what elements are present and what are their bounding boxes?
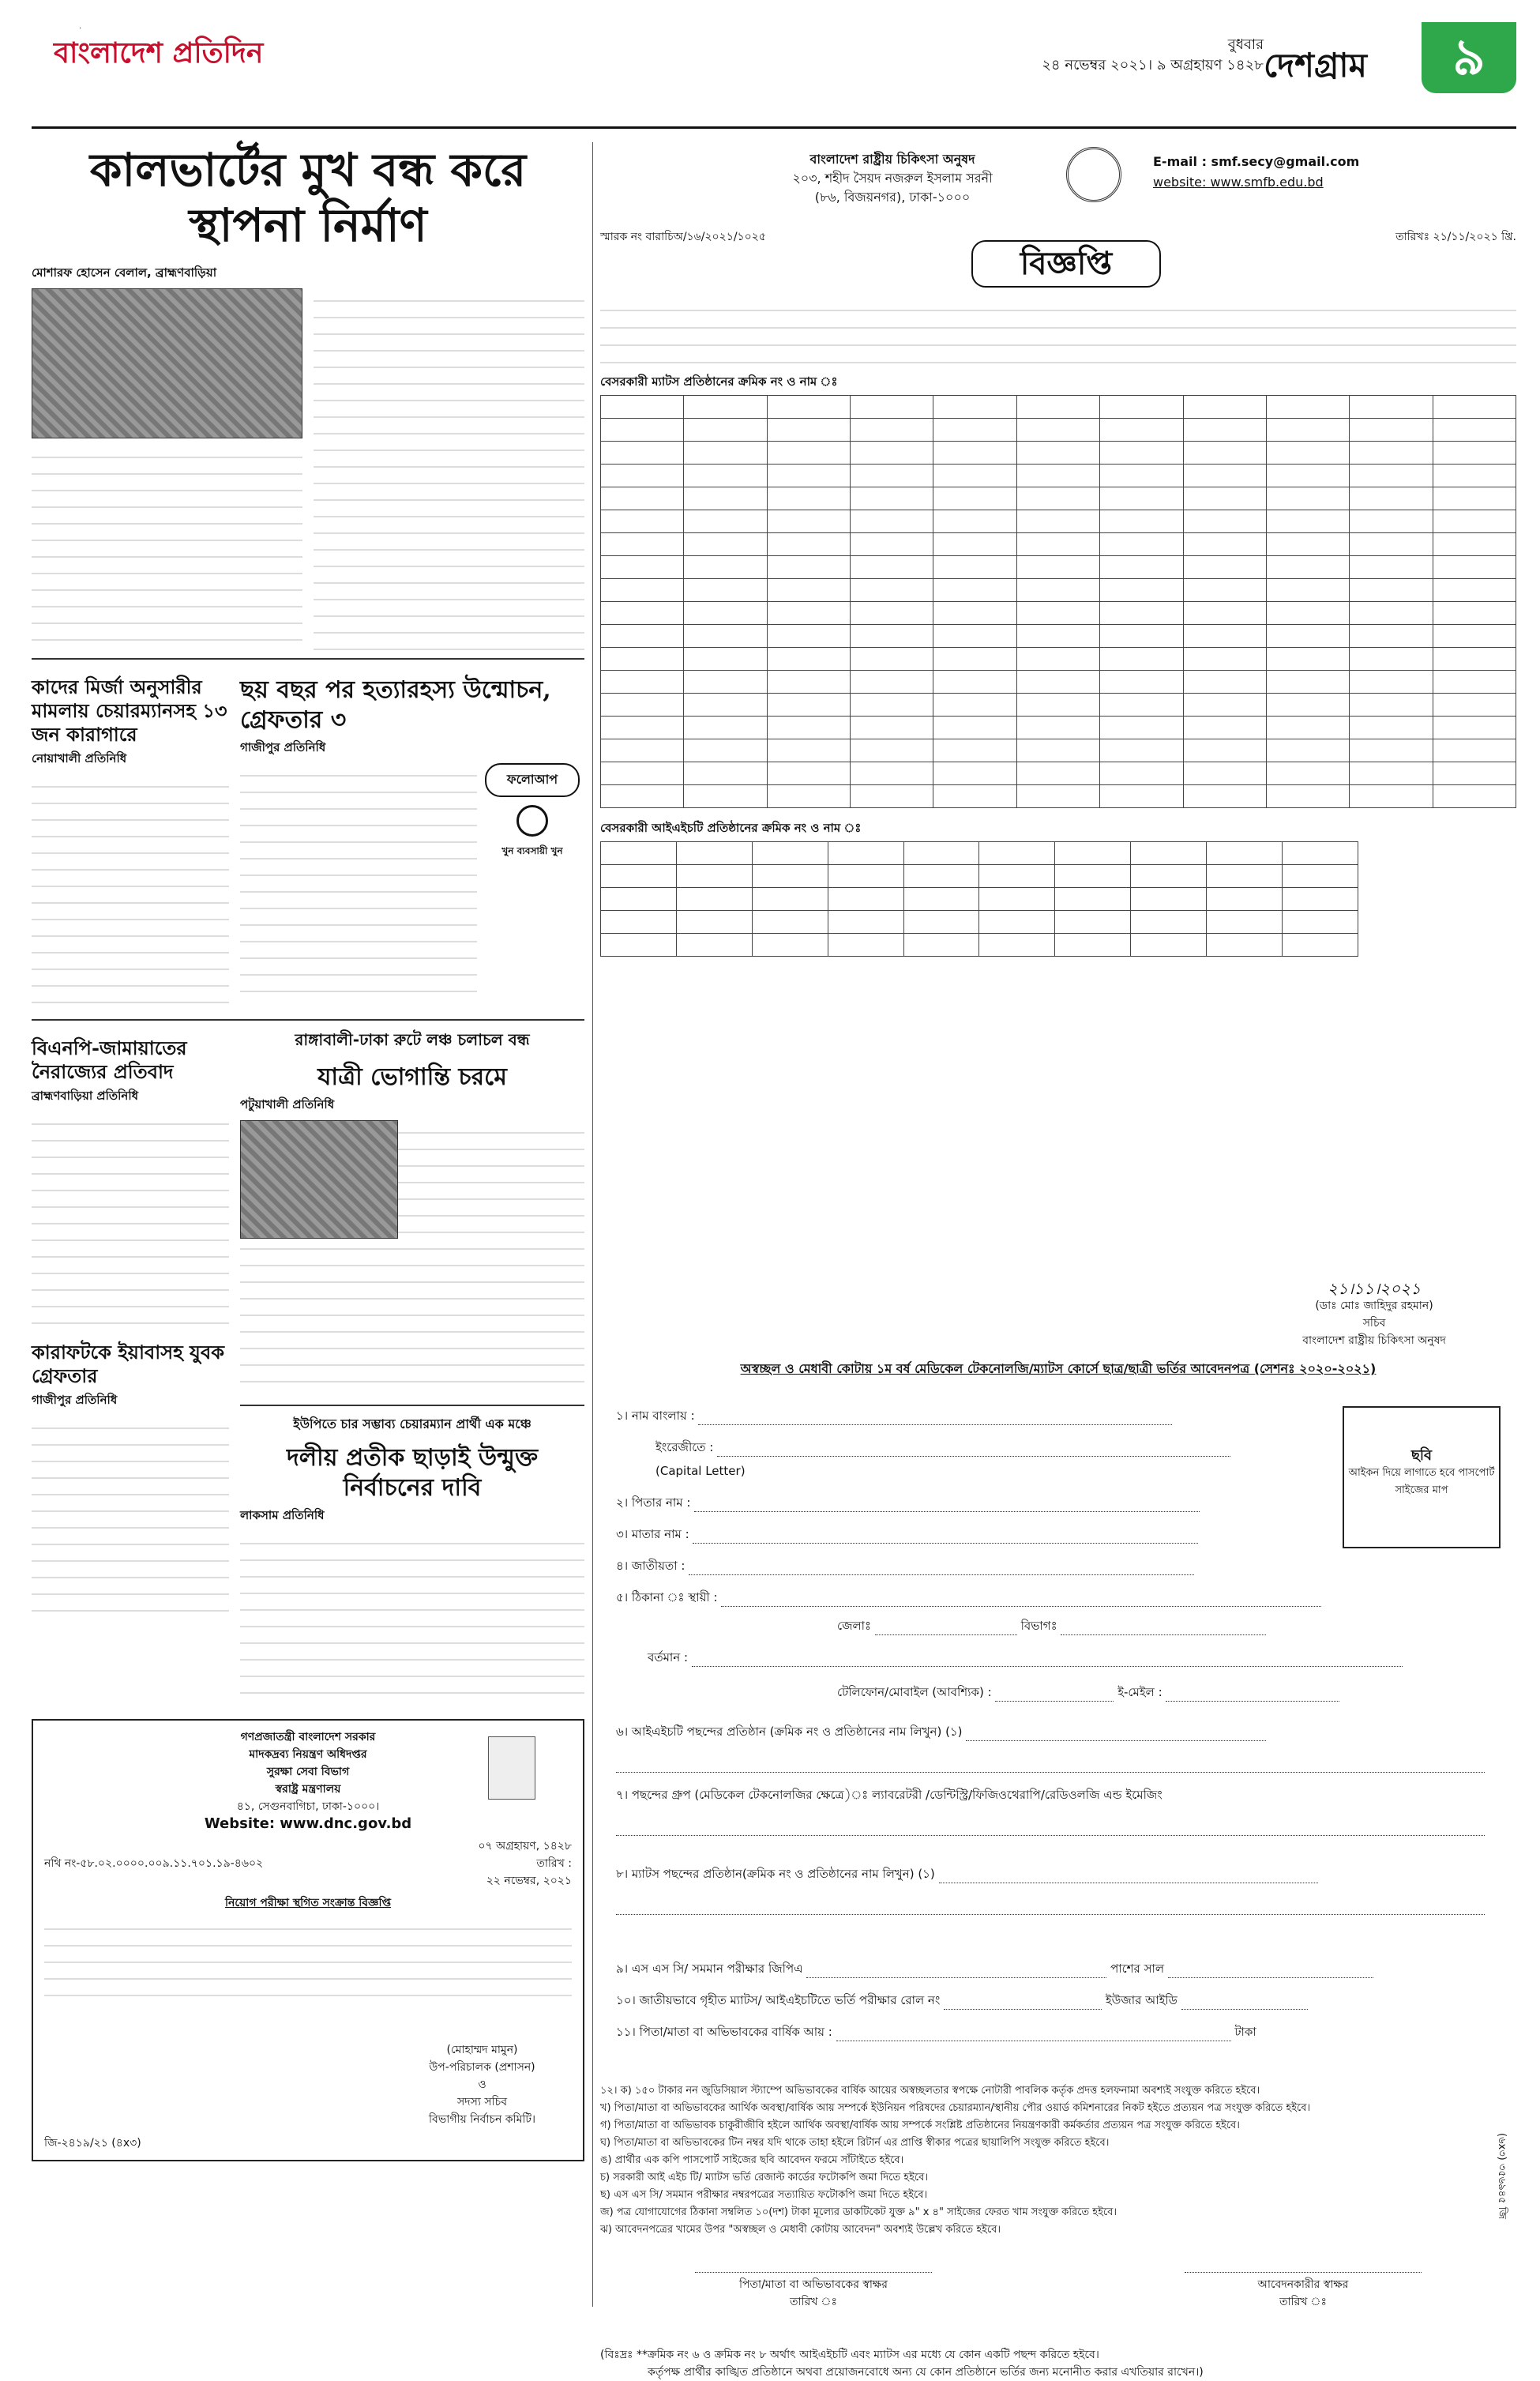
cond-i: ঝ) আবেদনপত্রের খামের উপর "অস্বচ্ছল ও মেধাবী কোটায় আবেদন" অবশ্যই উল্লেখ করিতে হইবে।: [600, 2224, 1001, 2236]
cond-c: গ) পিতা/মাতা বা অভিভাবক চাকুরীজীবি হইলে আর্থিক অবস্থা/বার্ষিক আয় সম্পর্কে সংশ্লিষ্ট প্রতিষ্ঠানের নিয়ন্ত্রণকারী কর্মকর্তার প্রত্যয়ন পত্র সংযুক্ত করিতে হইবে।: [600, 2120, 1240, 2131]
table-row: [601, 556, 1516, 579]
field-mats-choice-2: [616, 1896, 1485, 1915]
field-mats-choice: ৮। ম্যাটস পছন্দের প্রতিষ্ঠান(ক্রমিক নং ও প্রতিষ্ঠানের নাম লিখুন) (১): [616, 1864, 1318, 1883]
dnc-title: নিয়োগ পরীক্ষা স্থগিত সংক্রান্ত বিজ্ঞপ্তি: [225, 1897, 391, 1909]
cond-d: ঘ) পিতা/মাতা বা অভিভাবকের টিন নম্বর যদি থাকে তাহা হইলে রিটার্ন এর প্রাপ্তি স্বীকার পত্রের ছায়ালিপি সংযুক্ত করিতে হইবে।: [600, 2137, 1110, 2149]
memo-number: স্মারক নং বারাচিঅ/১৬/২০২১/১০২৫: [600, 231, 766, 243]
story2-headline: কাদের মির্জা অনুসারীর মামলায় চেয়ারম্যানসহ ১৩ জন কারাগারে: [32, 675, 227, 746]
section-name: দেশগ্রাম: [1264, 46, 1367, 85]
dnc-body: [44, 1916, 572, 2003]
contact-block: [1153, 152, 1359, 193]
main-story-body: [32, 288, 584, 650]
field-group-2: [616, 1817, 1485, 1836]
main-headline: কালভার্টের মুখ বন্ধ করে স্থাপনা নির্মাণ: [89, 143, 527, 252]
story5-byline: পটুয়াখালী প্রতিনিধি: [240, 1097, 335, 1112]
story7-text: [240, 1531, 584, 1705]
page-number: ৯: [1422, 22, 1516, 93]
dnc-date1: ০৭ অগ্রহায়ণ, ১৪২৮: [478, 1840, 572, 1853]
iht-heading: বেসরকারী আইএইচটি প্রতিষ্ঠানের ক্রমিক নং ও নাম ঃ: [600, 821, 862, 835]
cond-b: খ) পিতা/মাতা বা অভিভাবকের আর্থিক অবস্থা/বার্ষিক আয় সম্পর্কে ইউনিয়ন পরিষদের চেয়ারম্যান/স্থানীয় পৌর ওয়ার্ড কমিশনারের নিকট হইতে প্রত্যয়ন পত্র সংযুক্ত করিতে হইবে।: [600, 2102, 1311, 2114]
email: E-mail : smf.secy@gmail.com: [1153, 154, 1360, 169]
signature-date: ২১।১১।২০২১: [1327, 1279, 1422, 1298]
footnote: [600, 2346, 1516, 2381]
father-name-field[interactable]: [694, 1499, 1200, 1512]
capital-letter-note: (Capital Letter): [655, 1464, 746, 1478]
dnc-line1: গণপ্রজাতন্ত্রী বাংলাদেশ সরকার: [240, 1731, 376, 1743]
emblem-icon: [1066, 147, 1121, 202]
cond-12: ১২। ক) ১৫০ টাকার নন জুডিসিয়াল স্ট্যাম্পে অভিভাবকের বার্ষিক আয়ের অস্বচ্ছলতার স্বপক্ষে নোটারী পাবলিক কর্তৃক প্রদত্ত হলফনামা অবশ্যই সংযুক্ত করিতে হইবে।: [600, 2085, 1260, 2097]
signer-name: (ডাঃ মোঃ জাহিদুর রহমান): [1315, 1300, 1433, 1312]
story6-headline: কারাফটকে ইয়াবাসহ যুবক গ্রেফতার: [32, 1341, 225, 1387]
mats-choice-field[interactable]: [939, 1871, 1318, 1883]
story3-text: [240, 763, 477, 1000]
user-id-field[interactable]: [1181, 1997, 1308, 2010]
masthead: [32, 16, 1516, 126]
dnc-code: জি-২৪১৯/২১ (৪x৩): [44, 2137, 141, 2150]
pass-year-field[interactable]: [1168, 1965, 1373, 1978]
table-row: [601, 533, 1516, 556]
notice-body: [600, 297, 1516, 957]
memo-date: তারিখঃ ২১/১১/২০২১ খ্রি.: [1395, 231, 1516, 243]
date: ২৪ নভেম্বর ২০২১। ৯ অগ্রহায়ণ ১৪২৮: [1042, 57, 1264, 73]
photo-box: [1343, 1406, 1501, 1548]
table-row: [601, 911, 1358, 934]
story6-byline: গাজীপুর প্রতিনিধি: [32, 1393, 118, 1407]
phone-field[interactable]: [995, 1689, 1114, 1702]
table-row: [601, 579, 1516, 602]
story-4: [32, 1029, 229, 1705]
day: বুধবার: [1227, 36, 1264, 53]
table-row: [601, 648, 1516, 671]
column-rule: [592, 142, 593, 2307]
table-row: [601, 762, 1516, 785]
cond-g: ছ) এস এস সি/ সমমান পরীক্ষার নম্বরপত্রের সত্যায়িত ফটোকপি জমা দিতে হইবে।: [600, 2189, 928, 2201]
table-row: [601, 865, 1358, 888]
dnc-line5: ৪১, সেগুনবাগিচা, ঢাকা-১০০০।: [236, 1800, 380, 1813]
guardian-signature-label: পিতা/মাতা বা অভিভাবকের স্বাক্ষর: [739, 2278, 888, 2291]
field-iht-choice-2: [616, 1754, 1485, 1773]
main-story-text-1: [32, 445, 302, 650]
field-roll: ১০। জাতীয়ভাবে গৃহীত ম্যাটস/ আইএইচটিতে ভর্তি পরীক্ষার রোল নং ইউজার আইডি: [616, 1991, 1308, 2010]
field-group: ৭। পছন্দের গ্রুপ (মেডিকেল টেকনোলজির ক্ষেত্রে)ঃ ল্যাবরেটরী /ডেন্টিস্ট্রি/ফিজিওথেরাপি/রেডিওলজি এন্ড ইমেজিং: [616, 1788, 1163, 1802]
field-mother: ৩। মাতার নাম :: [616, 1525, 1198, 1544]
mother-name-field[interactable]: [693, 1531, 1198, 1544]
present-address-field[interactable]: [692, 1654, 1403, 1667]
district-field[interactable]: [875, 1623, 1017, 1635]
table-row: [601, 739, 1516, 762]
field-permanent-address: ৫। ঠিকানা ঃ স্থায়ী :: [616, 1588, 1321, 1607]
story2-text: [32, 774, 229, 1011]
dnc-line2: মাদকদ্রব্য নিয়ন্ত্রণ অধিদপ্তর: [249, 1748, 367, 1761]
story-2: [32, 668, 229, 1011]
applicant-date-label: তারিখ ঃ: [1279, 2296, 1327, 2308]
table-row: [601, 625, 1516, 648]
story4-headline: বিএনপি-জামায়াতের নৈরাজ্যের প্রতিবাদ: [32, 1036, 187, 1083]
dnc-sign-title: উপ-পরিচালক (প্রশাসন): [429, 2061, 535, 2074]
notice-title: বিজ্ঞপ্তি: [971, 240, 1161, 288]
story3-headline: ছয় বছর পর হত্যারহস্য উন্মোচন, গ্রেফতার ৩: [240, 676, 551, 734]
newspaper-logo: বাংলাদেশ প্রতিদিন: [54, 37, 264, 70]
table-row: [601, 717, 1516, 739]
table-row: [601, 671, 1516, 694]
applicant-signature-label: আবেদনকারীর স্বাক্ষর: [1257, 2278, 1349, 2291]
header-rule: [32, 126, 1516, 129]
table-row: [601, 602, 1516, 625]
follow-up-badge: ফলোআপ: [485, 763, 580, 797]
table-row: [601, 465, 1516, 487]
table-row: [601, 510, 1516, 533]
logo-tagline: .: [79, 22, 82, 31]
story7-kicker: ইউপিতে চার সম্ভাব্য চেয়ারম্যান প্রার্থী এক মঞ্চে: [293, 1416, 531, 1431]
story7-byline: লাকসাম প্রতিনিধি: [240, 1508, 325, 1522]
field-name-english: ইংরেজীতে :: [655, 1438, 1230, 1457]
story-5: [240, 1029, 584, 1705]
dnc-sign-role2: সদস্য সচিব: [457, 2096, 507, 2108]
division-field[interactable]: [1061, 1623, 1266, 1635]
footnote-1: (বিঃদ্রঃ **ক্রমিক নং ৬ ও ক্রমিক নং ৮ অর্থাৎ আইএইচটি এবং ম্যাটস এর মধ্যে যে কোন একটি পছন্দ করিতে হইবে।: [600, 2349, 1099, 2361]
table-row: [601, 785, 1516, 808]
conditions: [600, 2082, 1485, 2239]
follow-up-icon: [516, 805, 548, 837]
story3-byline: গাজীপুর প্রতিনিধি: [240, 740, 326, 754]
org-line2: ২০৩, শহীদ সৈয়দ নজরুল ইসলাম সরনী: [792, 171, 993, 186]
field-income: ১১। পিতা/মাতা বা অভিভাবকের বার্ষিক আয় : টাকা: [616, 2022, 1256, 2041]
story6-text: [32, 1416, 229, 1613]
mujib-logo: [488, 1736, 535, 1800]
table-row: [601, 419, 1516, 442]
name-english-field[interactable]: [717, 1444, 1230, 1457]
photo-label: ছবি: [1410, 1447, 1433, 1464]
dnc-date2: ২২ নভেম্বর, ২০২১: [486, 1875, 572, 1887]
cond-f: চ) সরকারী আই এইচ টি/ ম্যাটস ভর্তি রেজাল্ট কার্ডের ফটোকপি জমা দিতে হইবে।: [600, 2172, 928, 2184]
field-district: জেলাঃ বিভাগঃ: [837, 1616, 1266, 1635]
mats-heading: বেসরকারী ম্যাটস প্রতিষ্ঠানের ক্রমিক নং ও নাম ঃ: [600, 374, 838, 389]
org-line3: (৮৬, বিজয়নগর), ঢাকা-১০০০: [814, 190, 971, 205]
ad-code: (৬x৩) ৩৫৬৯৪৫ জি: [1496, 2133, 1508, 2220]
dnc-sign-role3: বিভাগীয় নির্বাচন কমিটি।: [429, 2113, 535, 2126]
table-row: [601, 842, 1358, 865]
photo-note: আইকন দিয়ে লাগাতে হবে পাসপোর্ট সাইজের মাপ: [1348, 1467, 1495, 1496]
table-row: [601, 442, 1516, 465]
roll-field[interactable]: [944, 1997, 1102, 2010]
field-ssc-gpa: ৯। এস এস সি/ সমমান পরীক্ষার জিপিএ পাশের সাল: [616, 1959, 1373, 1978]
story4-byline: ব্রাহ্মণবাড়িয়া প্রতিনিধি: [32, 1089, 139, 1103]
table-row: [601, 396, 1516, 419]
table-row: [601, 934, 1358, 957]
dateline: [821, 35, 1264, 76]
dnc-ref: নথি নং-৫৮.০২.০০০০.০০৯.১১.৭০১.১৯-৪৬০২: [44, 1857, 264, 1870]
group-field[interactable]: [616, 1823, 1485, 1836]
field-present-address: বর্তমান :: [648, 1648, 1403, 1667]
secretary-signature: [1248, 1280, 1501, 1349]
dnc-sign-name: (মোহাম্মদ মামুন): [446, 2044, 518, 2056]
signer-org: বাংলাদেশ রাষ্ট্রীয় চিকিৎসা অনুষদ: [1302, 1334, 1446, 1347]
story-3: [240, 668, 584, 1011]
main-story-text-2: [314, 288, 584, 650]
cond-e: ঙ) প্রার্থীর এক কপি পাসপোর্ট সাইজের ছবি আবেদন ফরমে সাঁটাইতে হইবে।: [600, 2154, 904, 2166]
org-line1: বাংলাদেশ রাষ্ট্রীয় চিকিৎসা অনুষদ: [809, 152, 975, 167]
field-nationality: ৪। জাতীয়তা :: [616, 1556, 1194, 1575]
table-row: [601, 888, 1358, 911]
iht-choice-field[interactable]: [966, 1728, 1266, 1741]
admission-notice: [600, 142, 1516, 2379]
divider: [32, 658, 584, 660]
main-byline: মোশারফ হোসেন বেলাল, ব্রাহ্মণবাড়িয়া: [32, 265, 217, 280]
permanent-address-field[interactable]: [721, 1594, 1321, 1607]
field-father: ২। পিতার নাম :: [616, 1493, 1200, 1512]
field-name-bangla: ১। নাম বাংলায় :: [616, 1406, 1172, 1425]
dnc-website: Website: www.dnc.gov.bd: [204, 1815, 412, 1832]
follow-up-caption: খুন ব্যবসায়ী খুন: [501, 845, 563, 856]
story4-text: [32, 1112, 229, 1333]
story5-headline: রাঙ্গাবালী-ঢাকা রুটে লঞ্চ চলাচল বন্ধ: [295, 1030, 530, 1049]
field-iht-choice: ৬। আইএইচটি পছন্দের প্রতিষ্ঠান (ক্রমিক নং ও প্রতিষ্ঠানের নাম লিখুন) (১): [616, 1722, 1266, 1741]
culvert-photo: [32, 288, 302, 438]
email-field[interactable]: [1166, 1689, 1339, 1702]
divider: [32, 1019, 584, 1021]
divider: [240, 1405, 584, 1406]
guardian-signature: [695, 2272, 932, 2311]
story7-headline: দলীয় প্রতীক ছাড়াই উন্মুক্ত নির্বাচনের দাবি: [287, 1444, 538, 1502]
org-name: [727, 150, 1058, 207]
table-row: [601, 487, 1516, 510]
nationality-field[interactable]: [689, 1563, 1194, 1575]
applicant-signature: [1185, 2272, 1422, 2311]
notice-paragraph: [600, 297, 1516, 368]
story5-headline2: যাত্রী ভোগান্তি চরমে: [317, 1063, 507, 1091]
left-column: [32, 142, 584, 2161]
guardian-date-label: তারিখ ঃ: [790, 2296, 837, 2308]
dnc-date-label: তারিখ :: [536, 1857, 572, 1870]
dnc-notice: [32, 1719, 584, 2161]
mats-table: [600, 395, 1516, 808]
table-row: [601, 694, 1516, 717]
dnc-line3: সুরক্ষা সেবা বিভাগ: [266, 1766, 350, 1778]
footnote-2: কর্তৃপক্ষ প্রার্থীর কাঙ্খিত প্রতিষ্ঠানে অথবা প্রয়োজনবোধে অন্য যে কোন প্রতিষ্ঠানে ভর্তির জন্য মনোনীত করার এখতিয়ার রাখেন।): [648, 2366, 1204, 2379]
ssc-gpa-field[interactable]: [806, 1965, 1106, 1978]
income-field[interactable]: [836, 2029, 1231, 2041]
website-link[interactable]: website: www.smfb.edu.bd: [1153, 175, 1324, 190]
dnc-sign-role: ও: [478, 2078, 486, 2091]
notice-header: [600, 142, 1516, 237]
cond-h: জ) পত্র যোগাযোগের ঠিকানা সম্বলিত ১০(দশ) টাকা মূল্যের ডাকটিকেট যুক্ত ৯" x ৪" সাইজের ফেরত খাম সংযুক্ত করিতে হইবে।: [600, 2206, 1117, 2218]
field-contact: টেলিফোন/মোবাইল (আবশ্যিক) : ই-মেইল :: [837, 1683, 1339, 1702]
form-title: অস্বচ্ছল ও মেধাবী কোটায় ১ম বর্ষ মেডিকেল টেকনোলজি/ম্যাটস কোর্সে ছাত্র/ছাত্রী ভর্তির আবেদনপত্র (সেশনঃ ২০২০-২০২১): [740, 1361, 1377, 1376]
iht-choice-2-field[interactable]: [616, 1760, 1485, 1773]
name-bangla-field[interactable]: [698, 1412, 1172, 1425]
launch-photo: [240, 1120, 398, 1239]
mats-choice-2-field[interactable]: [616, 1902, 1485, 1915]
story2-byline: নোয়াখালী প্রতিনিধি: [32, 751, 127, 765]
dnc-line4: স্বরাষ্ট্র মন্ত্রণালয়: [275, 1783, 341, 1796]
iht-table: [600, 841, 1358, 957]
signer-title: সচিব: [1362, 1317, 1386, 1330]
